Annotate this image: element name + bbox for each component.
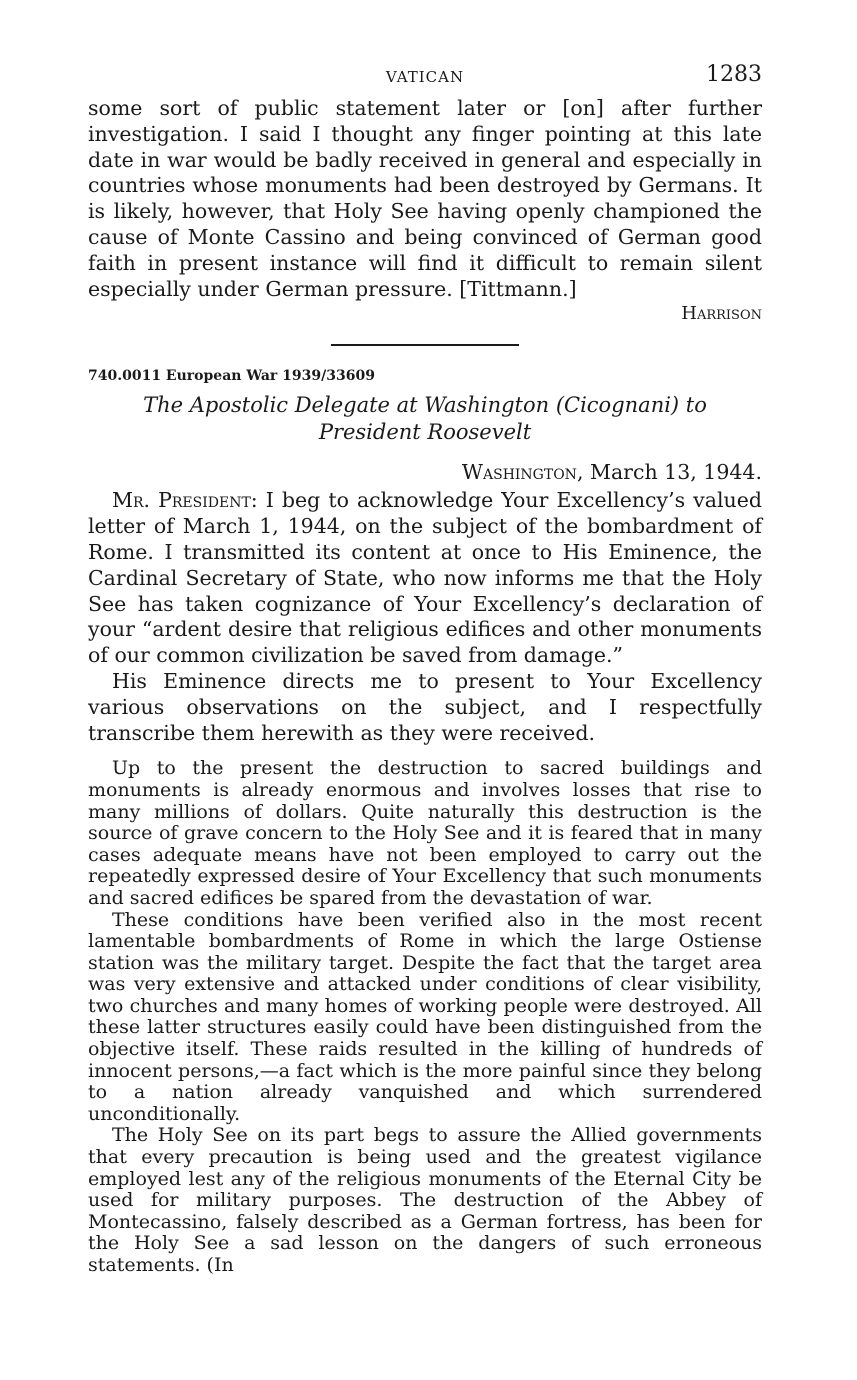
- dateline-date: , March 13, 1944.: [576, 460, 762, 485]
- running-head: VATICAN: [385, 68, 465, 86]
- quoted-paragraph-2: These conditions have been verified also in the most recent lamentable bombardments of Rome in which the large Ostiense station was the military target. Despite the fact that the target area was very extensive and attacked under conditions of clear visibility, two churches and many homes of working people were destroyed. All these latter structures easily could have been distinguished from the objective itself. These raids resulted in the killing of hundreds of innocent persons,—a fact which is the more painful since they belong to a nation already vanquished and which surrendered unconditionally.: [88, 908, 762, 1125]
- letter-paragraph-1: [88, 488, 762, 669]
- continued-paragraph: some sort of public statement later or [on] after further investigation. I said I thought any finger pointing at this late date in war would be badly received in general and especially in countries whose monuments had been destroyed by Germans. It is likely, however, that Holy See having openly championed the cause of Monte Cassino and being convinced of German good faith in present instance will find it difficult to remain silent especially under German pressure. [Tittmann.]: [88, 96, 762, 301]
- letter-paragraph-1-text: I beg to acknowledge Your Excellency’s valued letter of March 1, 1944, on the subject of the bombardment of Rome. I transmitted its content at once to His Eminence, the Cardinal Secretary of State, who now informs me that the Holy See has taken cognizance of Your Excellency’s declaration of your “ardent desire that religious edifices and other monuments of our common civilization be saved from damage.”: [88, 488, 762, 668]
- file-number: 740.0011 European War 1939/33609: [88, 368, 375, 385]
- quoted-paragraph-1: Up to the present the destruction to sacred buildings and monuments is already enormous and involves losses that rise to many millions of dollars. Quite naturally this destruction is the source of grave concern to the Holy See and it is feared that in many cases adequate means have not been employed to carry out the repeatedly expressed desire of Your Excellency that such monuments and sacred edifices be spared from the devastation of war.: [88, 757, 762, 909]
- dateline-place: Washington: [461, 460, 577, 485]
- page-header: [88, 60, 762, 96]
- document-title-line-2: President Roosevelt: [318, 420, 532, 445]
- section-divider: [331, 344, 519, 346]
- dateline: [88, 460, 762, 484]
- quoted-observations: [88, 758, 762, 1276]
- letter-paragraph-2: His Eminence directs me to present to Your Excellency various observations on the subject, and I respectfully transcribe them herewith as they were received.: [88, 668, 762, 745]
- page-number: 1283: [706, 62, 762, 87]
- document-title: [88, 392, 762, 446]
- document-title-line-1: The Apostolic Delegate at Washington (Cicognani) to: [143, 393, 707, 418]
- salutation: Mr. President:: [112, 488, 258, 513]
- quoted-paragraph-3: The Holy See on its part begs to assure the Allied governments that every precaution is being used and the greatest vigilance employed lest any of the religious monuments of the Eternal City be used for military purposes. The destruction of the Abbey of Montecassino, falsely described as a German fortress, has been for the Holy See a sad lesson on the dangers of such erroneous statements. (In: [88, 1124, 762, 1276]
- document-page: [88, 60, 762, 1277]
- signature-harrison: Harrison: [681, 303, 762, 325]
